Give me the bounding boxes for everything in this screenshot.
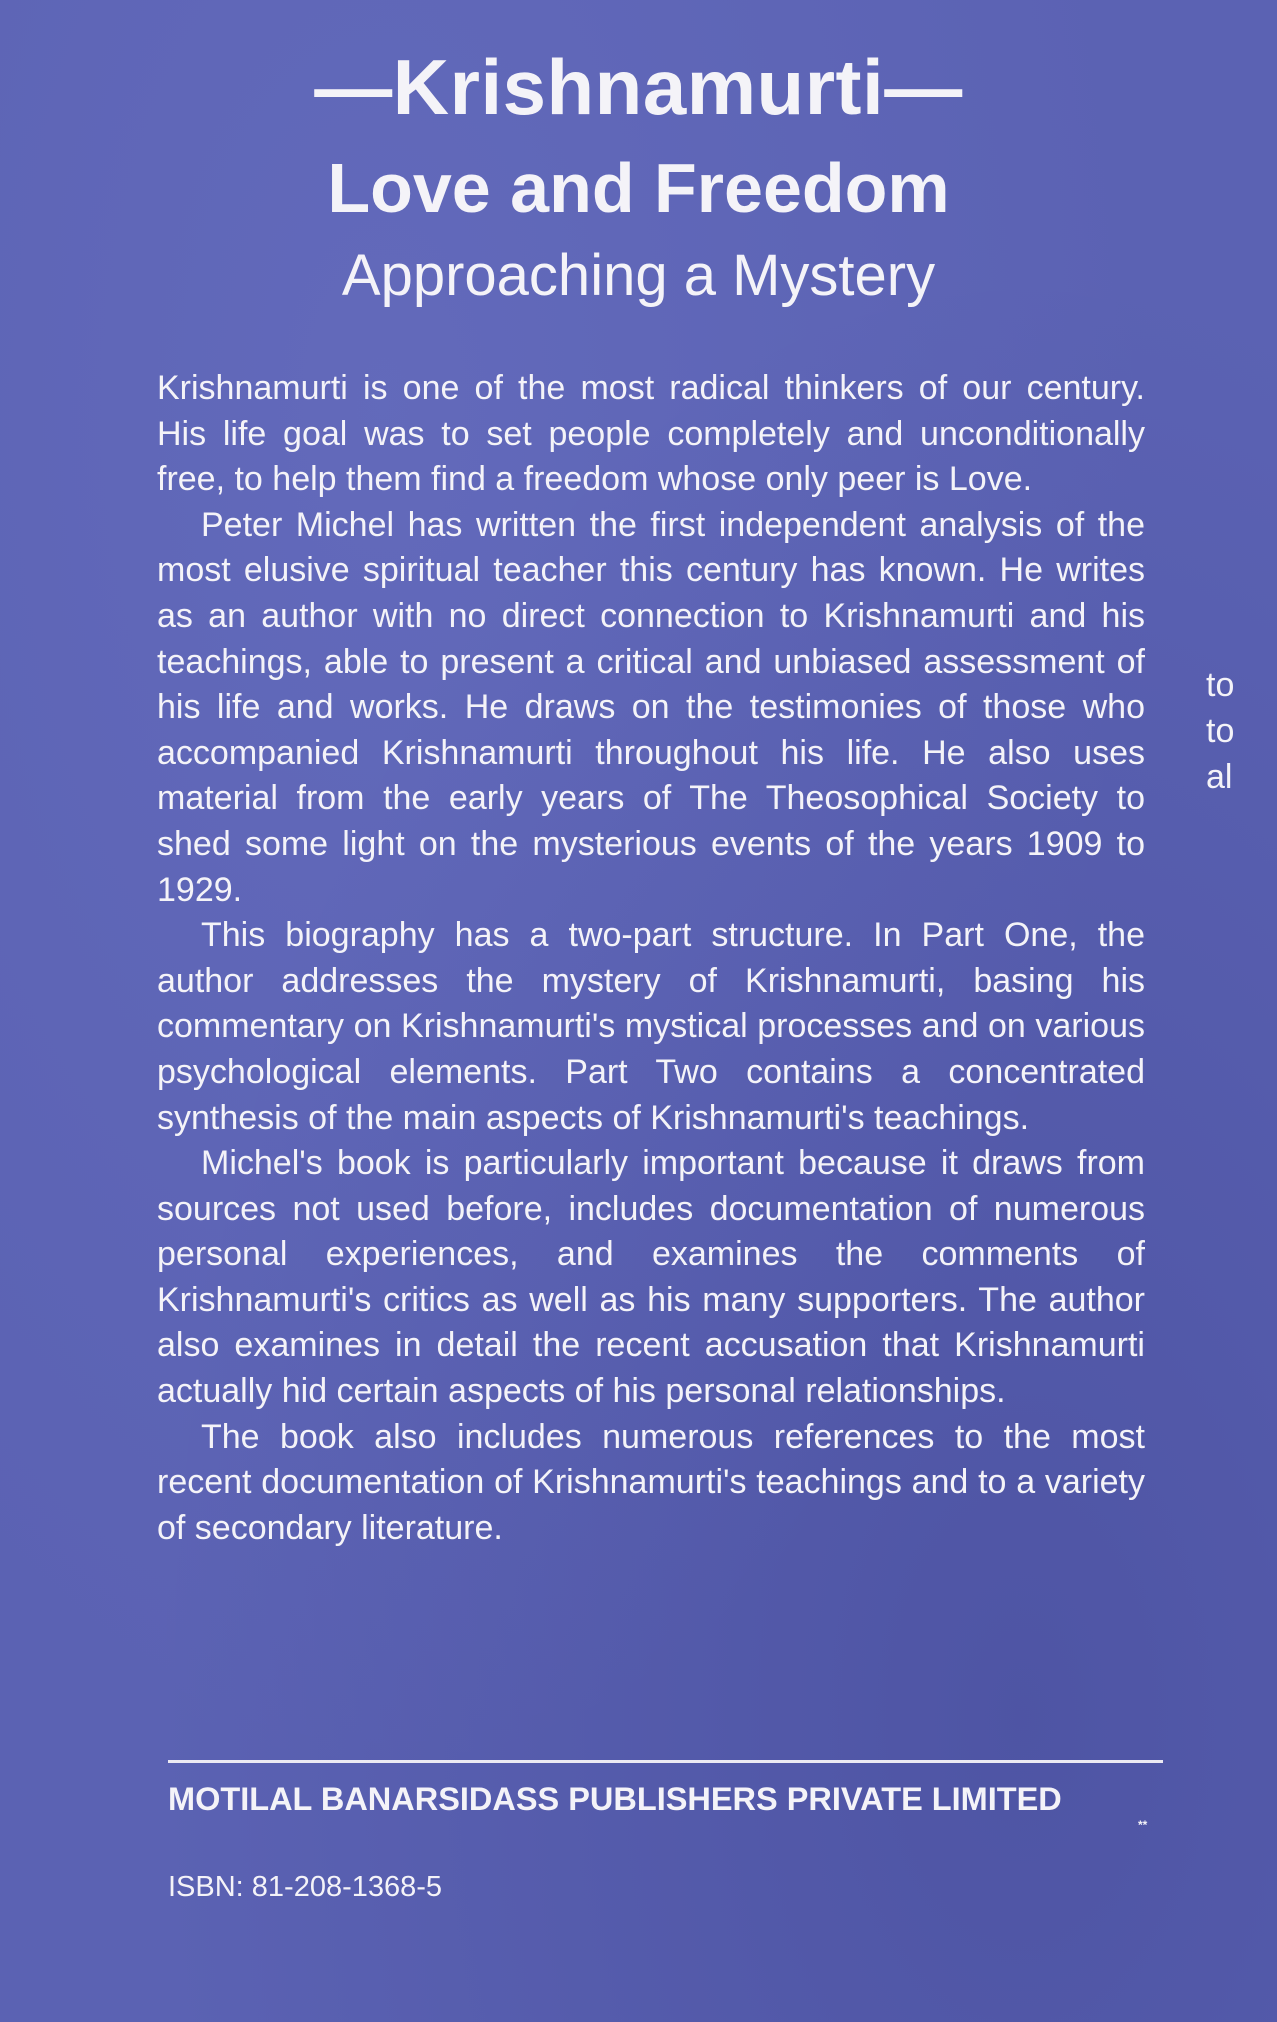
cover-blurb (157, 366, 1145, 1551)
blurb-paragraph: Peter Michel has written the first independent analysis of the most elusive spiritual teacher this century has known. He writes as an author with no direct connection to Krishnamurti and his teachings, able to present a critical and unbiased assessment of his life and works. He draws on the testimonies of those who accompanied Krishnamurti throughout his life. He also uses material from the early years of The Theosophical Society to shed some light on the mysterious events of the years 1909 to 1929. (157, 505, 1145, 909)
book-subtitle: Love and Freedom (327, 149, 950, 227)
book-tagline: Approaching a Mystery (341, 243, 936, 308)
divider-rule (168, 1760, 1163, 1763)
isbn-number: ISBN: 81-208-1368-5 (168, 1871, 443, 1903)
blurb-paragraph: The book also includes numerous references to the most recent documentation of Krishnamurti's teachings and to a variety of secondary literature. (157, 1417, 1145, 1547)
blurb-paragraph: Michel's book is particularly important because it draws from sources not used before, includes documentation of numerous personal experiences, and examines the comments of Krishnamurti's critics as well as his many supporters. The author also examines in detail the recent accusation that Krishnamurti actually hid certain aspects of his personal relationships. (157, 1144, 1145, 1411)
show-through-text (1206, 662, 1266, 800)
show-through-word: to (1206, 712, 1235, 750)
show-through-word: al (1206, 758, 1233, 796)
blurb-paragraph: Krishnamurti is one of the most radical thinkers of our century. His life goal was to set people completely and unconditionally free, to help them find a freedom whose only peer is Love. (157, 369, 1145, 499)
blurb-paragraph: This biography has a two-part structure. In Part One, the author addresses the mystery of Krishnamurti, basing his commentary on Krishnamurti's mystical processes and on various psychological elements. Part Two contains a concentrated synthesis of the main aspects of Krishnamurti's teachings. (157, 916, 1145, 1137)
publisher-name: MOTILAL BANARSIDASS PUBLISHERS PRIVATE LIMITED (168, 1781, 1062, 1817)
book-title: —Krishnamurti— (314, 43, 963, 131)
show-through-word: to (1206, 666, 1235, 704)
publisher-mark: ** (1138, 1818, 1148, 1832)
